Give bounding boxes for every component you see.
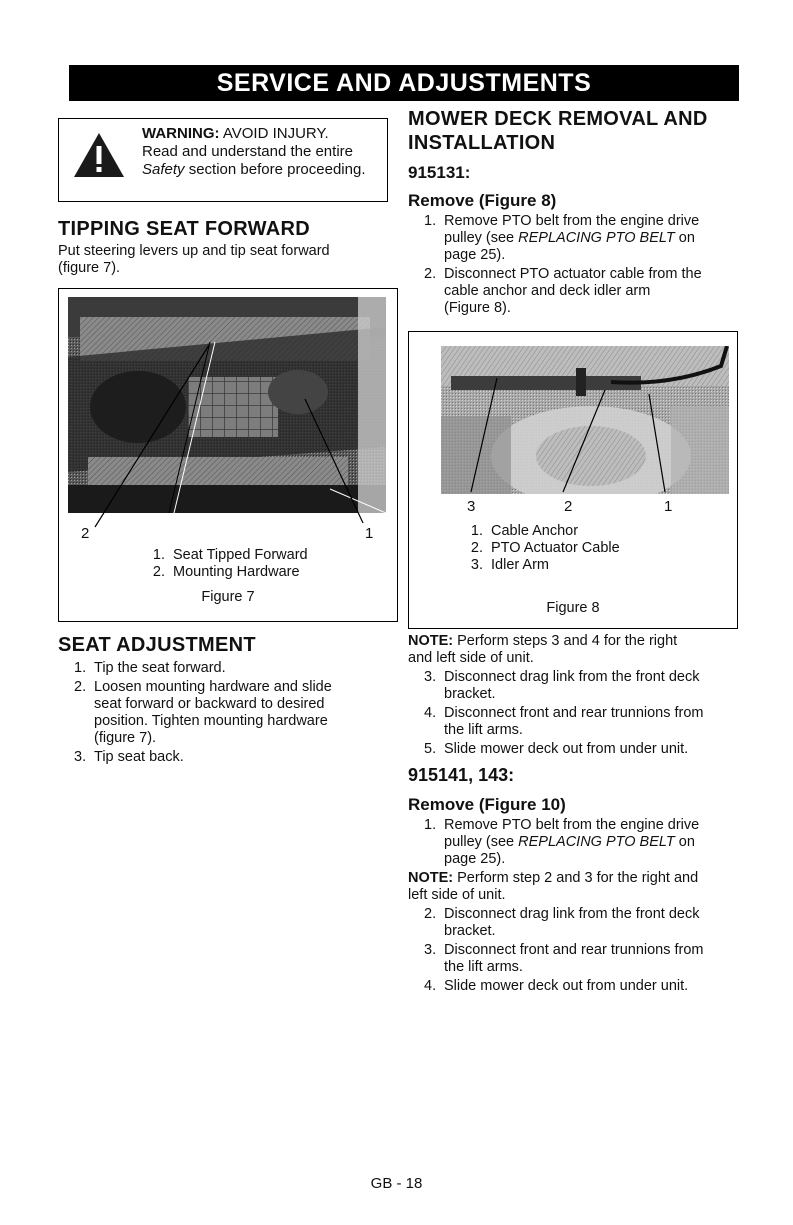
- list-item: 1. Remove PTO belt from the engine drive pulley (see REPLACING PTO BELT on page 25).: [424, 213, 700, 263]
- right-column: [408, 107, 738, 997]
- deck-remove-steps-1: [408, 213, 738, 317]
- model-915141: 915141, 143:: [408, 765, 515, 785]
- figure-7-caption: Figure 7: [201, 589, 255, 605]
- figure-7-callout-2: 2: [81, 525, 90, 542]
- warning-label: WARNING:: [142, 125, 220, 142]
- list-item: 2. Loosen mounting hardware and slide seat forward or backward to desired position. Tighten mounting hardware (figure 7).: [74, 679, 332, 746]
- legend-item: 1. Cable Anchor: [470, 523, 579, 539]
- list-item: 2. Disconnect PTO actuator cable from the cable anchor and deck idler arm (Figure 8).: [424, 266, 702, 316]
- list-item: 2. Disconnect drag link from the front deck bracket.: [424, 906, 700, 939]
- remove-figure-10: Remove (Figure 10): [408, 795, 566, 814]
- model-915131: 915131:: [408, 163, 471, 182]
- figure-8-callout-3: 3: [467, 498, 476, 515]
- section-banner: SERVICE AND ADJUSTMENTS: [69, 65, 739, 101]
- warning-triangle-icon: [72, 131, 126, 179]
- deck-remove-steps-3: [408, 817, 738, 868]
- warning-text: [142, 125, 366, 179]
- seat-adjustment-title: SEAT ADJUSTMENT: [58, 634, 256, 656]
- legend-item: 3. Idler Arm: [470, 557, 550, 573]
- figure-8-legend: [459, 523, 620, 574]
- left-column: [58, 118, 398, 768]
- page-number: GB - 18: [370, 1175, 423, 1192]
- warning-line3: section before proceeding.: [188, 161, 366, 178]
- warning-head: AVOID INJURY.: [222, 125, 329, 142]
- deck-remove-steps-2: [408, 669, 738, 758]
- deck-remove-steps-4: [408, 906, 738, 995]
- list-item: 4. Slide mower deck out from under unit.: [424, 978, 689, 994]
- warning-line2: Read and understand the entire: [142, 143, 353, 160]
- tipping-body-2: (figure 7).: [58, 260, 121, 276]
- figure-8-callout-2: 2: [564, 498, 573, 515]
- figure-8-box: [408, 331, 738, 629]
- tipping-title: TIPPING SEAT FORWARD: [58, 218, 310, 240]
- note-1: NOTE: Perform steps 3 and 4 for the right and left side of unit.: [408, 633, 678, 666]
- list-item: 5. Slide mower deck out from under unit.: [424, 741, 689, 757]
- list-item: 1. Tip the seat forward.: [74, 660, 226, 676]
- deck-title-line-1: MOWER DECK REMOVAL AND: [408, 108, 708, 130]
- list-item: 3. Disconnect front and rear trunnions from the lift arms.: [424, 942, 704, 975]
- figure-8-caption: Figure 8: [546, 600, 600, 616]
- list-item: 3. Disconnect drag link from the front deck bracket.: [424, 669, 700, 702]
- figure-7-callout-1: 1: [365, 525, 374, 542]
- figure-7-box: [58, 288, 398, 622]
- warning-box: [58, 118, 388, 202]
- legend-item: 2. Mounting Hardware: [152, 564, 300, 580]
- warning-safety-ref: Safety: [142, 161, 185, 178]
- deck-title-line-2: INSTALLATION: [408, 132, 556, 154]
- figure-8-leader-lines: [409, 332, 739, 630]
- figure-8-callout-1: 1: [664, 498, 673, 515]
- list-item: 3. Tip seat back.: [74, 749, 184, 765]
- note-2: NOTE: Perform step 2 and 3 for the right and left side of unit.: [408, 870, 699, 903]
- tipping-body-1: Put steering levers up and tip seat forward: [58, 243, 330, 259]
- list-item: 4. Disconnect front and rear trunnions from the lift arms.: [424, 705, 704, 738]
- list-item: 1. Remove PTO belt from the engine drive pulley (see REPLACING PTO BELT on page 25).: [424, 817, 700, 867]
- figure-7-legend: [141, 547, 308, 581]
- legend-item: 2. PTO Actuator Cable: [470, 540, 620, 556]
- seat-adjustment-steps: [58, 660, 398, 766]
- legend-item: 1. Seat Tipped Forward: [152, 547, 308, 563]
- remove-figure-8: Remove (Figure 8): [408, 191, 557, 210]
